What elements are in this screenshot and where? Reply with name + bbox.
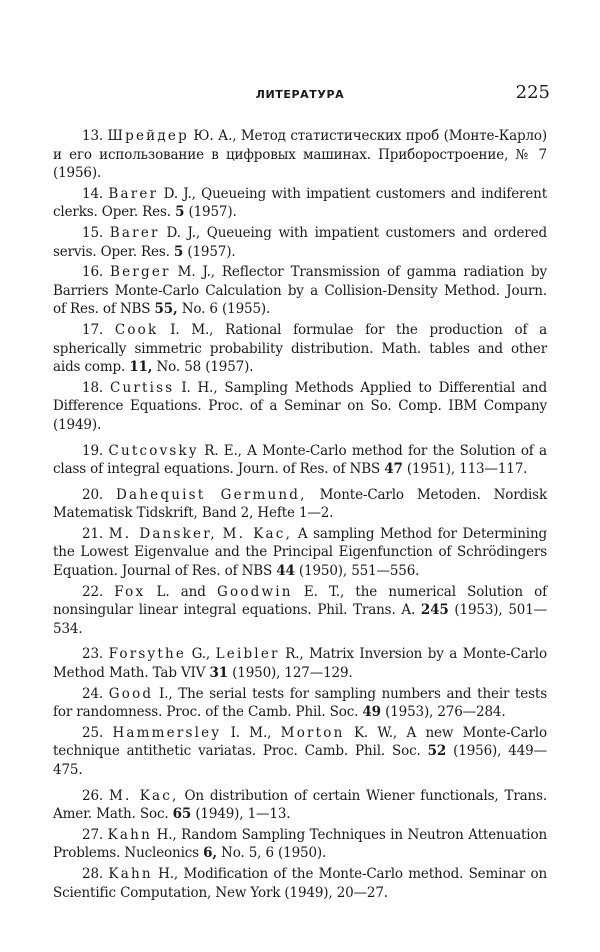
ref-text: Метод статистических проб (Монте-Карло) и его использование в цифровых машинах. Приборостроение, № 7 (1956). — [53, 128, 547, 182]
ref-text-end: No. 5, 6 (1950). — [221, 845, 327, 862]
ref-volume: 5 — [173, 243, 184, 260]
ref-author-surname: Good — [108, 685, 154, 702]
ref-volume: 52 — [427, 743, 447, 760]
reference-item — [53, 865, 547, 902]
ref-volume: 65 — [172, 806, 192, 823]
ref-number: 21. — [82, 525, 104, 542]
ref-text: the numerical Solution of nonsingular linear integral equations. Phil. Trans. A. — [53, 583, 547, 619]
reference-item — [53, 645, 547, 682]
reference-item — [53, 321, 547, 377]
ref-number: 19. — [82, 442, 104, 459]
ref-author-initials: R. E., — [204, 442, 242, 459]
ref-text: Random Sampling Techniques in Neutron Attenuation Problems. Nucleonics — [53, 826, 547, 862]
ref-author-surname: Cook — [114, 321, 159, 338]
ref-number: 27. — [82, 826, 104, 843]
reference-item — [53, 826, 547, 863]
ref-text: Modification of the Monte-Carlo method. Seminar on Scientific Computation, New York (1949), 20—27. — [53, 865, 547, 901]
ref-author-surname: M. Kac, — [108, 787, 179, 804]
ref-author2-initials: R., — [285, 646, 304, 663]
ref-author-surname: Cutcovsky — [108, 442, 199, 459]
running-title: ЛИТЕРАТУРА — [255, 88, 345, 101]
ref-text: Matrix Inversion by a Monte-Carlo Method Math. Tab VIV — [53, 646, 547, 682]
ref-author-surname: Barer — [109, 224, 160, 241]
ref-volume: 6, — [203, 845, 217, 862]
reference-list — [53, 127, 547, 904]
ref-author-surname: Barer — [108, 185, 159, 202]
ref-text-end: (1957). — [187, 243, 236, 260]
ref-author-surname: Kahn — [108, 865, 153, 882]
ref-number: 28. — [82, 865, 104, 882]
ref-text: Queueing with impatient customers and indiferent clerks. Oper. Res. — [53, 185, 547, 221]
ref-text: The serial tests for sampling numbers and their tests for randomness. Proc. of the Camb. Phil. Soc. — [53, 685, 547, 721]
reference-item — [53, 583, 547, 639]
ref-author-surname: Dahequist Germund, — [116, 486, 307, 503]
ref-author-initials: I., — [159, 685, 173, 702]
ref-text: Reflector Transmission of gamma radiation by Barriers Monte-Carlo Calculation by a Collision-Density Method. Journ. of Res. of NBS — [53, 264, 547, 318]
page-header — [50, 84, 550, 108]
ref-author2-surname: Morton — [280, 724, 345, 741]
ref-text: A new Monte-Carlo technique antithetic variatas. Proc. Camb. Phil. Soc. — [53, 724, 547, 760]
reference-item — [53, 127, 547, 183]
ref-volume: 47 — [384, 461, 403, 478]
ref-text-end: (1956), 449—475. — [53, 743, 547, 778]
ref-author-surname: Fox — [114, 583, 146, 600]
ref-text-end: (1950), 127—129. — [232, 665, 353, 682]
ref-author-initials: H., — [158, 865, 179, 882]
ref-text-end: (1949), 1—13. — [195, 806, 291, 823]
ref-author2-initials: K. W., — [353, 724, 398, 741]
ref-text-end: (1950), 551—556. — [298, 563, 420, 580]
ref-volume: 11, — [129, 359, 153, 376]
ref-volume: 49 — [362, 704, 381, 721]
reference-item — [53, 263, 547, 319]
ref-author2-surname: Goodwin — [216, 583, 293, 600]
ref-author-initials: L. and — [156, 583, 206, 600]
ref-text: On distribution of certain Wiener functionals, Trans. Amer. Math. Soc. — [53, 787, 547, 823]
page-number: 225 — [515, 82, 550, 103]
ref-number: 20. — [82, 486, 104, 503]
ref-author-initials: I. M., — [230, 724, 272, 741]
ref-number: 23. — [82, 646, 104, 663]
ref-author-initials: I. H., — [181, 379, 218, 396]
ref-text-end: (1953), 276—284. — [385, 704, 506, 721]
ref-volume: 245 — [420, 602, 449, 619]
ref-number: 15. — [82, 224, 104, 241]
ref-text-end: (1953), 501—534. — [53, 602, 547, 637]
ref-number: 13. — [82, 128, 104, 144]
ref-number: 24. — [82, 685, 104, 702]
ref-text: Queueing with impatient customers and ordered servis. Oper. Res. — [53, 224, 547, 260]
ref-author-surname: Berger — [110, 264, 171, 281]
reference-item — [53, 787, 547, 824]
ref-number: 22. — [82, 583, 104, 600]
ref-author-surname: M. Dansker, — [108, 525, 217, 542]
reference-item — [53, 724, 547, 780]
ref-text-end: (1957). — [188, 204, 237, 221]
ref-volume: 55, — [154, 301, 178, 318]
ref-volume: 44 — [276, 563, 295, 580]
ref-text: Monte-Carlo Metoden. Nordisk Matematisk Tidskrift, Band 2, Hefte 1—2. — [53, 486, 547, 522]
reference-item — [53, 525, 547, 581]
ref-author-initials: M. J., — [177, 264, 215, 281]
reference-item — [53, 442, 547, 479]
ref-author-initials: G., — [191, 646, 211, 663]
reference-item — [53, 685, 547, 722]
ref-number: 14. — [82, 185, 104, 202]
reference-item — [53, 224, 547, 261]
ref-text: Sampling Methods Applied to Differential and Difference Equations. Proc. of a Seminar on So. Comp. IBM Company (1949). — [53, 379, 547, 433]
ref-author2-surname: M. Kac, — [222, 525, 293, 542]
ref-author2-initials: E. T., — [303, 583, 345, 600]
ref-author-initials: D. J., — [163, 185, 196, 202]
ref-author2-surname: Leibler — [215, 646, 280, 663]
ref-text-end: No. 58 (1957). — [156, 359, 254, 376]
ref-number: 26. — [82, 787, 104, 804]
ref-author-initials: H., — [156, 826, 177, 843]
ref-text: A sampling Method for Determining the Lowest Eigenvalue and the Principal Eigenfunction of Schrödingers Equation. Journal of Res. of NBS — [53, 525, 547, 580]
ref-number: 18. — [82, 379, 104, 396]
ref-number: 16. — [82, 264, 104, 281]
ref-author-initials: D. J., — [166, 224, 201, 241]
ref-author-surname: Curtiss — [109, 379, 175, 396]
ref-number: 17. — [82, 321, 104, 338]
ref-number: 25. — [82, 724, 104, 741]
ref-author-surname: Forsythe — [108, 646, 187, 663]
ref-text: Rational formulae for the production of a spherically simmetric probability distribution. Math. tables and other aids comp. — [53, 321, 547, 376]
ref-volume: 31 — [209, 665, 228, 682]
ref-text: A Monte-Carlo method for the Solution of a class of integral equations. Journ. of Res. of NBS — [53, 442, 547, 478]
reference-item — [53, 486, 547, 523]
ref-text-end: No. 6 (1955). — [181, 301, 271, 318]
ref-author-surname: Kahn — [107, 826, 152, 843]
ref-volume: 5 — [175, 204, 185, 221]
reference-item — [53, 185, 547, 222]
ref-author-initials: Ю. А., — [193, 128, 237, 144]
ref-author-initials: I. M., — [170, 321, 214, 338]
ref-author-surname: Шрейдер — [107, 128, 189, 144]
ref-text-end: (1951), 113—117. — [406, 461, 528, 478]
ref-author-surname: Hammersley — [112, 724, 222, 741]
reference-item — [53, 379, 547, 435]
